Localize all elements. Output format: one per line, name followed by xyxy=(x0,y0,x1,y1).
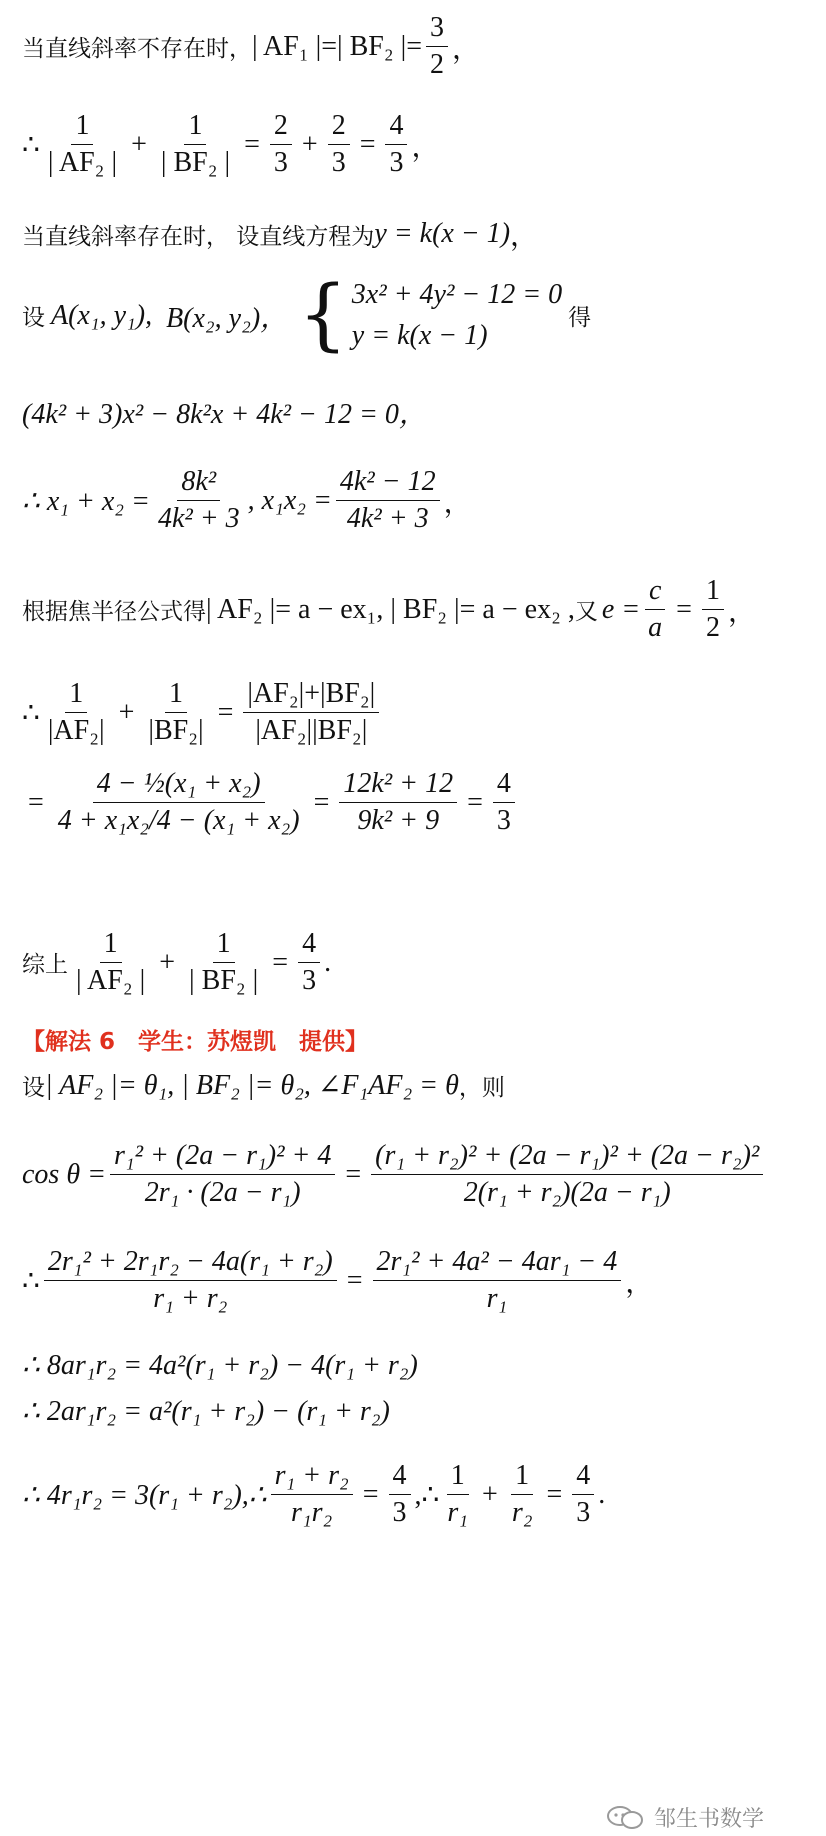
fraction: $\frac{\text{4k² − 12}}{\text{4k² + 3}}$ xyxy=(336,466,440,535)
line-vertical-case: 当直线斜率不存在时， | AF₁ |=| BF₂ |= $\frac{3}{2}$ ， xyxy=(22,12,481,81)
fraction: $\frac{1}{\text{r₂}}$ xyxy=(511,1460,533,1529)
line-equate: ∴ $\frac{\text{2r₁² + 2r₁r₂ − 4a(r₁ + r₂)}}{\text{r₁ + r₂}}$ = $\frac{\text{2r₁² + 4a² − 4ar₁ − 4}}{\text{r₁}}$ ， xyxy=(22,1246,654,1315)
line-vieta: ∴ x₁ + x₂ = $\frac{\text{8k²}}{\text{4k² + 3}}$ , x₁x₂ = $\frac{\text{4k² − 12}}{\text{4k² + 3}}$ ， xyxy=(22,466,472,535)
expr: | AF₁ |=| BF₂ |= xyxy=(252,30,423,62)
line-slope-exists: 当直线斜率存在时， 设直线方程为 y = k(x − 1) ， xyxy=(22,218,539,252)
fraction: $\frac{\text{|AF₂|+|BF₂|}}{\text{|AF₂||BF₂|}}$ xyxy=(243,678,379,747)
line-system: 设 A(x₁, y₁), B(x₂, y₂)， { 3x² + 4y² − 12 = 0 y = k(x − 1) 得 xyxy=(22,270,592,361)
fraction: $\frac{3}{2}$ xyxy=(426,12,448,81)
line-combined-fraction: ∴ $\frac{1}{\text{|AF₂|}}$ + $\frac{1}{\text{|BF₂|}}$ = $\frac{\text{|AF₂|+|BF₂|}}{\text{|AF₂||BF₂|}}$ xyxy=(22,678,383,747)
fraction: $\frac{\text{(r₁ + r₂)² + (2a − r₁)² + (2a − r₂)²}}{\text{2(r₁ + r₂)(2a − r₁)}}$ xyxy=(371,1140,763,1209)
watermark-text: 邹生书数学 xyxy=(653,1807,764,1832)
line-final: ∴ 4r₁r₂ = 3(r₁ + r₂),∴ $\frac{\text{r₁ + r₂}}{\text{r₁r₂}}$ = $\frac{4}{3}$ ,∴ $\frac{1}{\text{r₁}}$ + $\frac{1}{\text{r₂}}$ = $\frac{4}{3}$ . xyxy=(22,1460,606,1529)
line-cosine: cos θ = $\frac{\text{r₁² + (2a − r₁)² + 4}}{\text{2r₁ · (2a − r₁)}}$ = $\frac{\text{(r₁ + r₂)² + (2a − r₁)² + (2a − r₂)²}}{\text{2(r₁ + r₂)(2a − r₁)}}$ xyxy=(22,1140,767,1209)
line-conclusion: 综上 $\frac{1}{\text{| AF₂ |}}$ + $\frac{1}{\text{| BF₂ |}}$ = $\frac{4}{3}$ . xyxy=(22,928,332,997)
chat-bubble-icon xyxy=(606,1805,646,1831)
fraction: $\frac{4}{3}$ xyxy=(572,1460,594,1529)
line-step-8a: ∴ 8ar₁r₂ = 4a²(r₁ + r₂) − 4(r₁ + r₂) xyxy=(22,1350,418,1381)
equation-system: 3x² + 4y² − 12 = 0 y = k(x − 1) xyxy=(351,279,563,351)
fraction: $\frac{1}{\text{r₁}}$ xyxy=(447,1460,469,1529)
fraction: $\frac{1}{\text{| BF₂ |}}$ xyxy=(160,110,231,179)
fraction: $\frac{1}{\text{|AF₂|}}$ xyxy=(47,678,105,747)
fraction: $\frac{\text{2r₁² + 2r₁r₂ − 4a(r₁ + r₂)}}{\text{r₁ + r₂}}$ xyxy=(44,1246,337,1315)
fraction: $\frac{1}{\text{|BF₂|}}$ xyxy=(148,678,204,747)
fraction: $\frac{4}{3}$ xyxy=(389,1460,411,1529)
solution-heading: 【解法 6 学生：苏煜凯 提供】 xyxy=(22,1029,369,1055)
fraction: $\frac{2}{3}$ xyxy=(328,110,350,179)
fraction: $\frac{\text{r₁² + (2a − r₁)² + 4}}{\text{2r₁ · (2a − r₁)}}$ xyxy=(110,1140,335,1209)
text: 当直线斜率不存在时， xyxy=(22,36,252,63)
fraction: $\frac{4}{3}$ xyxy=(385,110,407,179)
fraction: $\frac{\text{8k²}}{\text{4k² + 3}}$ xyxy=(157,466,240,535)
watermark xyxy=(606,1802,764,1833)
fraction: $\frac{2}{3}$ xyxy=(270,110,292,179)
fraction: $\frac{\text{12k² + 12}}{\text{9k² + 9}}$ xyxy=(339,768,457,837)
fraction: $\frac{1}{\text{| AF₂ |}}$ xyxy=(76,928,146,997)
fraction: $\frac{1}{\text{| AF₂ |}}$ xyxy=(47,110,118,179)
fraction: $\frac{4}{3}$ xyxy=(493,768,515,837)
line-step-2a: ∴ 2ar₁r₂ = a²(r₁ + r₂) − (r₁ + r₂) xyxy=(22,1396,390,1427)
fraction: $\frac{4}{3}$ xyxy=(298,928,320,997)
line-definitions: 设 | AF₂ |= θ₁, | BF₂ |= θ₂, ∠F₁AF₂ = θ ，则 xyxy=(22,1070,505,1101)
line-simplify: = $\frac{\text{4 − ½(x₁ + x₂)}}{\text{4 + x₁x₂/4 − (x₁ + x₂)}}$ = $\frac{\text{12k² + 12}}{\text{9k² + 9}}$ = $\frac{4}{3}$ xyxy=(22,768,519,837)
fraction: $\frac{\text{2r₁² + 4a² − 4ar₁ − 4}}{\text{r₁}}$ xyxy=(373,1246,622,1315)
line-quadratic: (4k² + 3)x² − 8k²x + 4k² − 12 = 0， xyxy=(22,399,427,430)
fraction: $\frac{\text{r₁ + r₂}}{\text{r₁r₂}}$ xyxy=(271,1460,353,1529)
line-sum-reciprocal: ∴ $\frac{1}{\text{| AF₂ |}}$ + $\frac{1}{\text{| BF₂ |}}$ = $\frac{2}{3}$ + $\frac{2}{3}$ = $\frac{4}{3}$ ， xyxy=(22,110,440,179)
fraction: $\frac{\text{4 − ½(x₁ + x₂)}}{\text{4 + x₁x₂/4 − (x₁ + x₂)}}$ xyxy=(57,768,300,837)
fraction: $\frac{c}{a}$ xyxy=(644,575,666,644)
line-focal-radius: 根据焦半径公式得 | AF₂ |= a − ex₁, | BF₂ |= a − ex₂ , 又 e = $\frac{c}{a}$ = $\frac{1}{2}$ ， xyxy=(22,575,756,644)
fraction: $\frac{1}{2}$ xyxy=(702,575,724,644)
fraction: $\frac{1}{\text{| BF₂ |}}$ xyxy=(189,928,259,997)
